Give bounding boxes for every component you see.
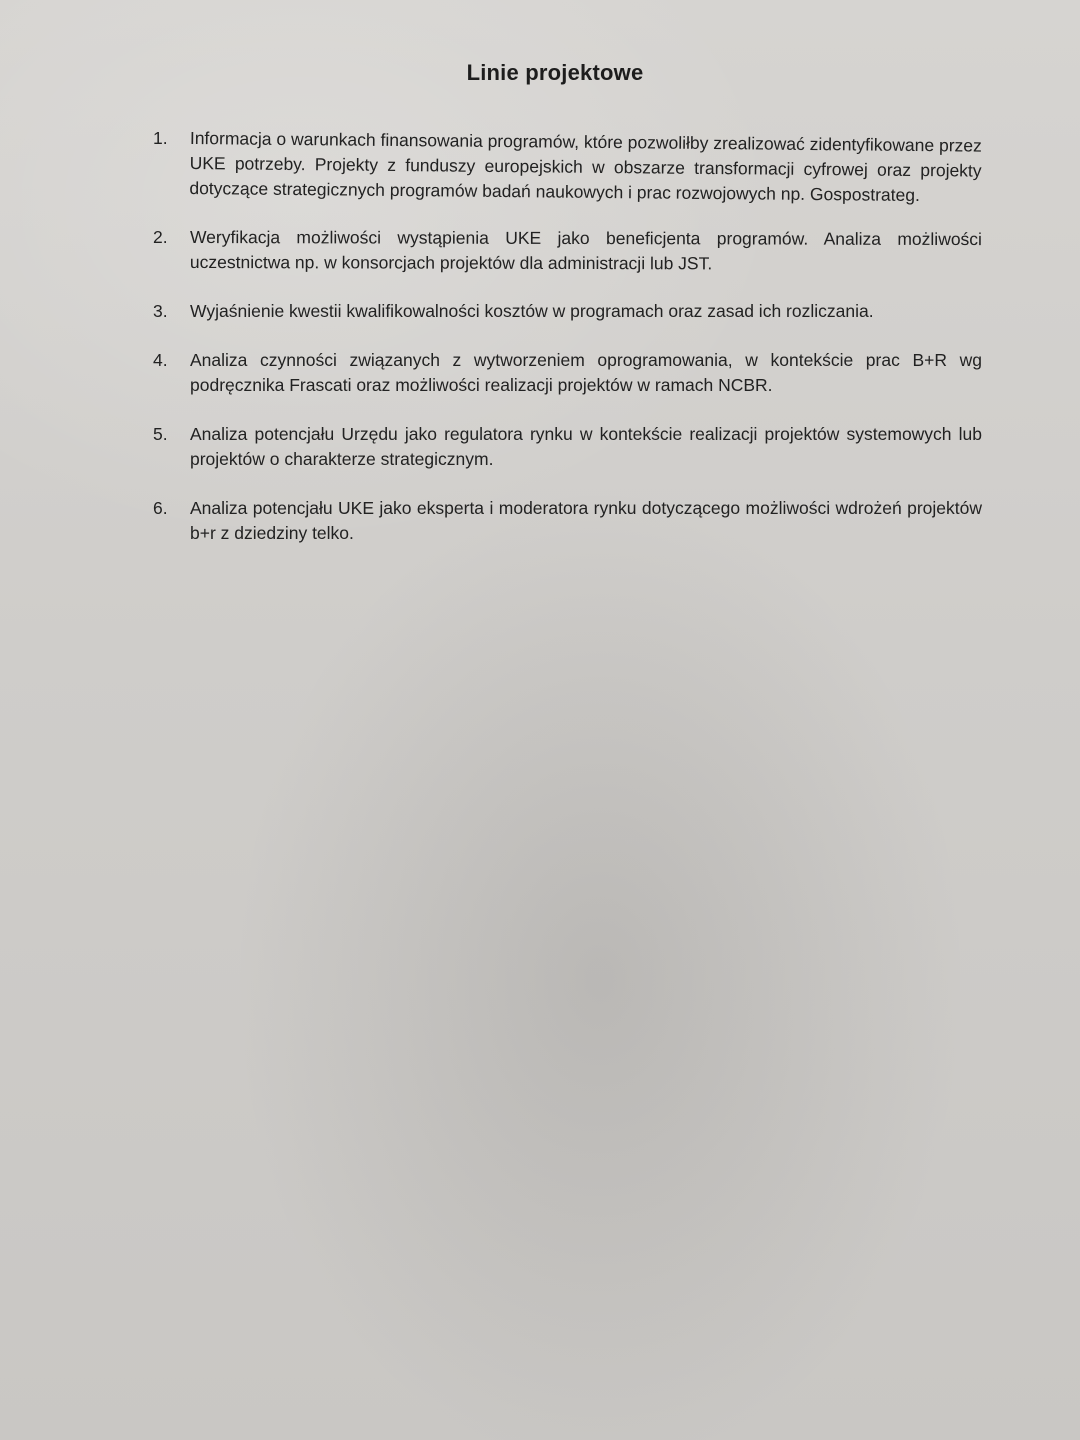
list-item-number: 6. bbox=[153, 498, 168, 518]
list-item bbox=[150, 299, 982, 324]
list-item bbox=[150, 422, 982, 472]
list-item-number: 2. bbox=[153, 227, 168, 247]
page-title: Linie projektowe bbox=[466, 60, 644, 85]
list-item bbox=[150, 496, 982, 546]
list-item-text: Analiza czynności związanych z wytworzeniem oprogramowania, w kontekście prac B+R wg podręcznika Frascati oraz możliwości realizacji projektów w ramach NCBR. bbox=[190, 350, 982, 395]
list-item-text: Analiza potencjału UKE jako eksperta i moderatora rynku dotyczącego możliwości wdrożeń projektów b+r z dziedziny telko. bbox=[190, 498, 982, 543]
list-item bbox=[150, 348, 982, 398]
list-item-text: Analiza potencjału Urzędu jako regulatora rynku w kontekście realizacji projektów systemowych lub projektów o charakterze strategicznym. bbox=[190, 424, 982, 469]
project-lines-list bbox=[150, 126, 982, 570]
list-item-number: 3. bbox=[153, 301, 168, 321]
list-item-number: 1. bbox=[153, 128, 168, 148]
list-item bbox=[150, 225, 982, 275]
list-item-number: 5. bbox=[153, 424, 168, 444]
list-item bbox=[150, 126, 982, 206]
list-item-text: Weryfikacja możliwości wystąpienia UKE jako beneficjenta programów. Analiza możliwości uczestnictwa np. w konsorcjach projektów dla administracji lub JST. bbox=[189, 227, 982, 274]
list-item-text: Wyjaśnienie kwestii kwalifikowalności kosztów w programach oraz zasad ich rozliczania. bbox=[190, 301, 874, 321]
list-item-number: 4. bbox=[153, 350, 168, 370]
list-item-text: Informacja o warunkach finansowania programów, które pozwoliłby zrealizować zidentyfikowane przez UKE potrzeby. Projekty z funduszy europejskich w obszarze transformacji cyfrowej oraz projekty dotyczące strategicznych programów badań naukowych i prac rozwojowych np. Gospostrateg. bbox=[189, 127, 982, 206]
